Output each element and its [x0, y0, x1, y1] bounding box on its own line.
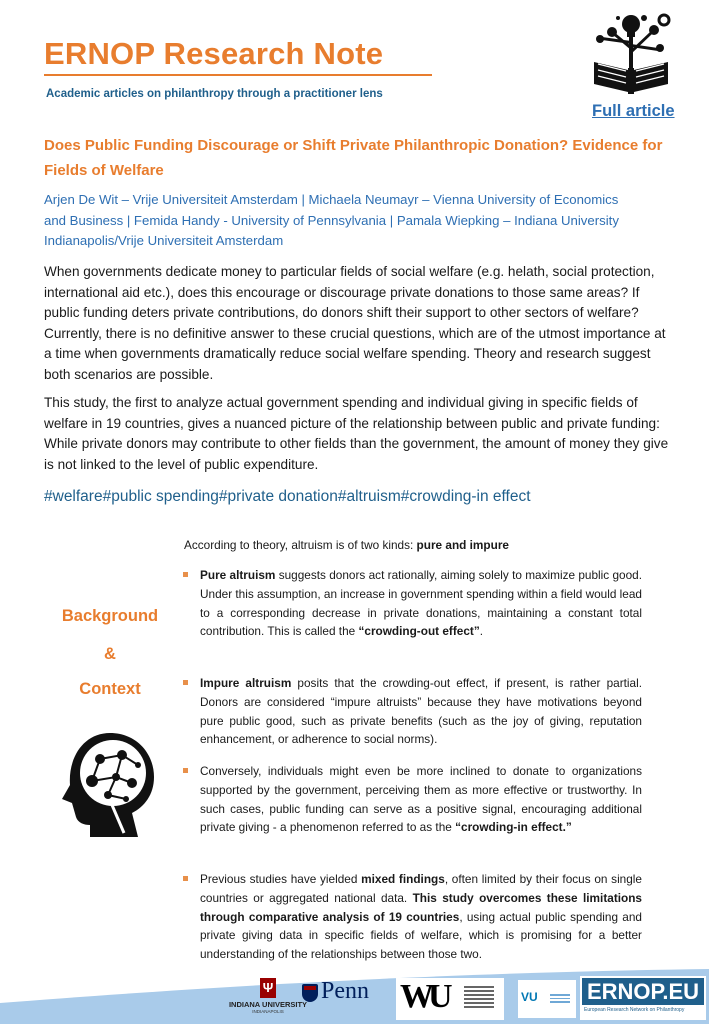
theory-intro: According to theory, altruism is of two kinds: pure and impure	[184, 538, 509, 552]
theory-bullet-list	[180, 566, 642, 976]
indiana-university-logo: Ψ INDIANA UNIVERSITY INDIANAPOLIS	[228, 980, 308, 1014]
wu-vienna-logo: WU	[396, 978, 504, 1020]
book-tree-icon	[588, 10, 674, 96]
article-title: Does Public Funding Discourage or Shift Private Philanthropic Donation? Evidence for Fields of Welfare	[44, 137, 663, 179]
bullet-crowding-in: Conversely, individuals might even be more inclined to donate to organizations supported by the government, perceiving them as more effective or trustworthy. In such cases, public funding can serve as a positive signal, encouraging additional private giving - a phenomenon referred to as the “crowding-in effect.”	[180, 762, 642, 858]
page-subtitle: Academic articles on philanthropy through a practitioner lens	[46, 88, 383, 100]
vu-amsterdam-logo: VU	[518, 980, 576, 1018]
authors-line: Arjen De Wit – Vrije Universiteit Amsterdam | Michaela Neumayr – Vienna University of Economics and Business | Femida Handy - University of Pennsylvania | Pamala Wiepking – Indiana University Indianapolis/Vrije Universiteit Amsterdam	[44, 192, 619, 248]
section-heading-context: Context	[79, 680, 141, 698]
hashtags: #welfare#public spending#private donation#altruism#crowding-in effect	[44, 488, 531, 505]
bullet-pure-altruism: Pure altruism suggests donors act rationally, aiming solely to maximize public good. Under this assumption, an increase in government spending within a field would lead to a corresponding decrease in private donations, maintaining a constant total contribution. This is called the “crowding-out effect”.	[180, 566, 642, 662]
full-article-link[interactable]: Full article	[592, 102, 675, 120]
intro-paragraph: When governments dedicate money to particular fields of social welfare (e.g. helath, social protection, international aid etc.), does this encourage or discourage private donations to those same areas? If public funding deters private contributions, do donors shift their support to other sectors of welfare? Currently, there is no definitive answer to these crucial questions, which are of the utmost importance at a time when governments dramatically reduce social welfare spending. Theory and research suggest both scenarios are possible.	[44, 264, 666, 382]
page-title: ERNOP Research Note	[44, 36, 432, 76]
ernop-logo: ERNOP.EU European Research Network on Philanthropy	[580, 976, 706, 1020]
bullet-previous-studies: Previous studies have yielded mixed findings, often limited by their focus on single countries or aggregated national data. This study overcomes these limitations through comparative analysis of 19 countries, using actual public spending and private giving data in specific fields of welfare, which is promising for a better understanding of the relationships between those two.	[180, 870, 642, 964]
summary-paragraph: This study, the first to analyze actual government spending and individual giving in specific fields of welfare in 19 countries, gives a nuanced picture of the relationship between public and private funding: While private donors may contribute to other fields than the government, the amount of money they give is not linked to the level of public expenditure.	[44, 395, 669, 472]
bullet-square-icon	[183, 680, 188, 685]
penn-shield-icon	[302, 984, 318, 1002]
section-heading-ampersand: &	[104, 645, 116, 663]
bullet-square-icon	[183, 876, 188, 881]
bullet-impure-altruism: Impure altruism posits that the crowding-out effect, if present, is rather partial. Donors are considered “impure altruists” because they have motivations beyond pure public good, such as private benefits (such as the joy of giving, reputation enhancement, or adherence to social norms).	[180, 674, 642, 750]
bullet-square-icon	[183, 572, 188, 577]
head-circuit-icon	[50, 725, 165, 840]
section-heading-background: Background	[61, 607, 159, 625]
bullet-square-icon	[183, 768, 188, 773]
penn-logo: Penn	[302, 980, 382, 1010]
